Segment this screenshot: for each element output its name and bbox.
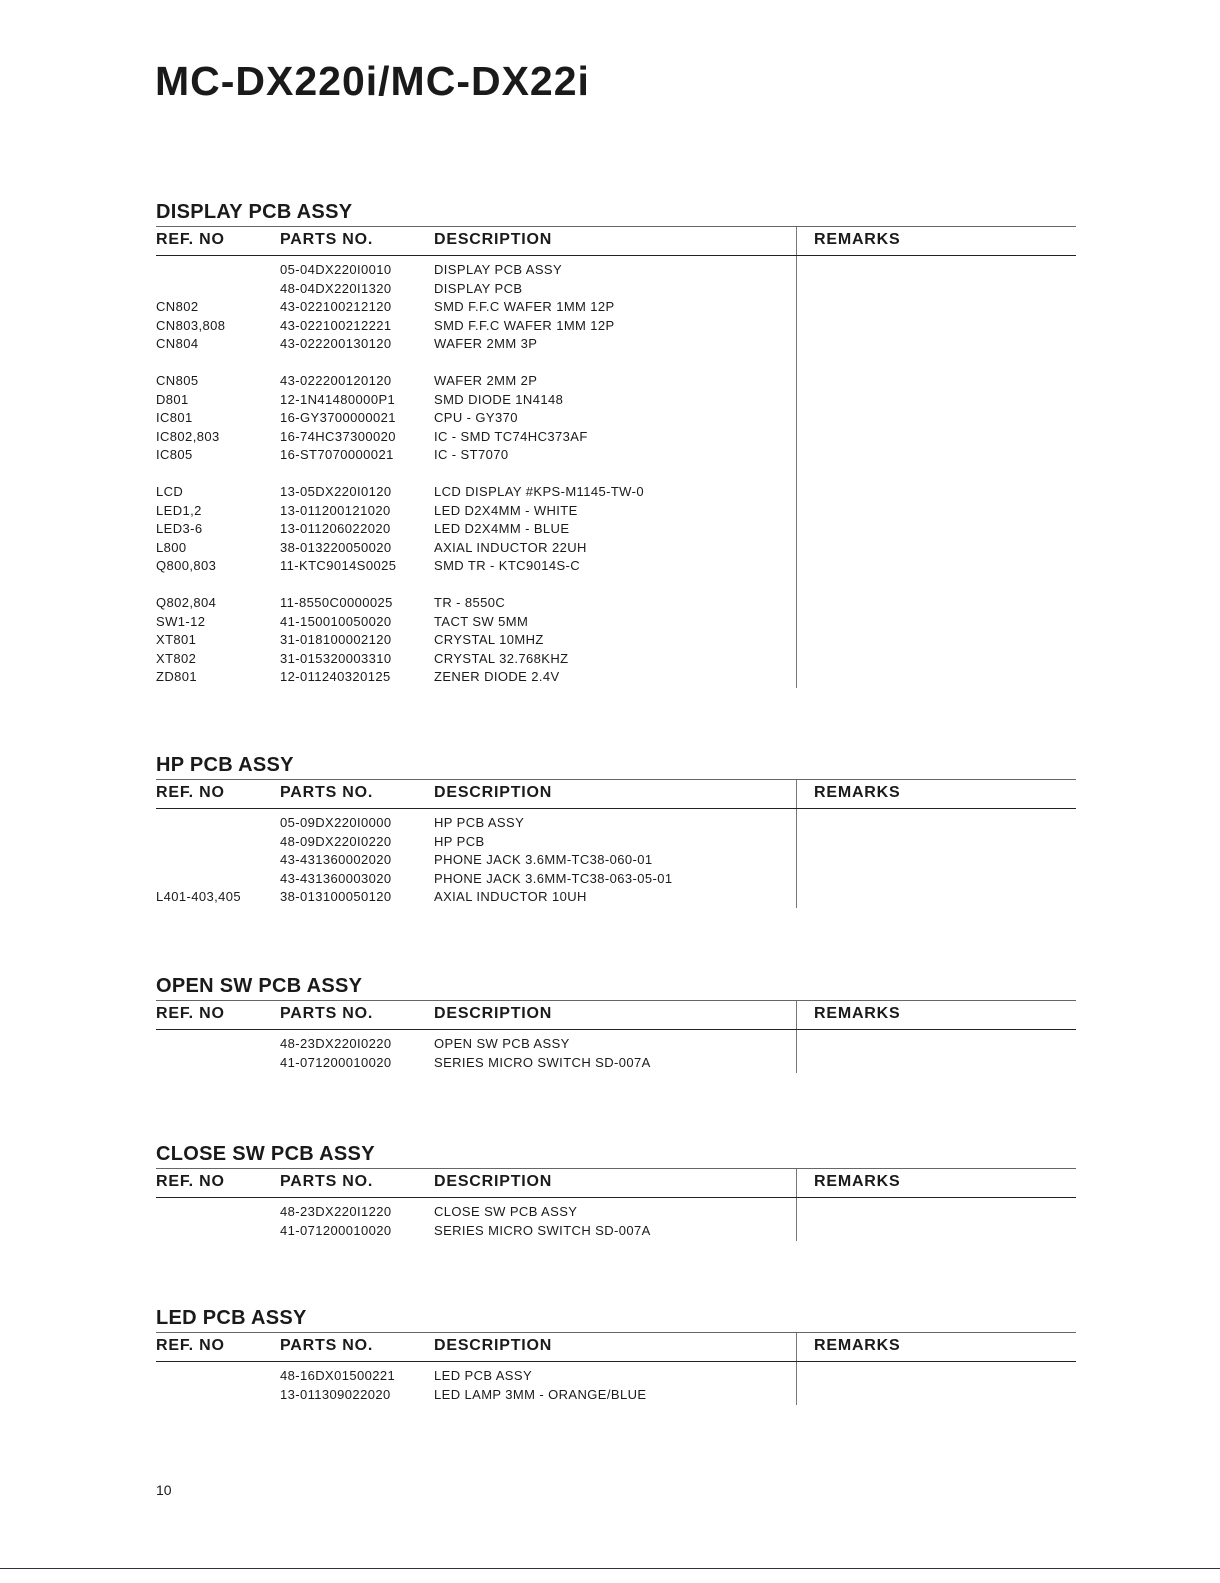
parts-no-cell: 31-015320003310 (280, 650, 392, 666)
parts-no-cell: 31-018100002120 (280, 632, 392, 648)
table-row (156, 651, 1076, 670)
ref-no-cell: SW1-12 (156, 613, 206, 629)
table-body (156, 256, 1076, 688)
page-title: MC-DX220i/MC-DX22i (155, 58, 590, 104)
parts-no-cell: 48-16DX01500221 (280, 1368, 396, 1383)
ref-no-cell: Q802,804 (156, 594, 217, 610)
parts-no-cell: 11-8550C0000025 (280, 594, 393, 610)
description-cell: DISPLAY PCB (434, 280, 523, 296)
table-row (156, 336, 1076, 355)
description-header: DESCRIPTION (434, 1005, 553, 1022)
description-cell: LED D2X4MM - BLUE (434, 521, 570, 537)
parts-no-cell: 41-150010050020 (280, 613, 392, 629)
table-header (156, 779, 1076, 809)
bottom-rule (0, 1568, 1220, 1569)
section-title: LED PCB ASSY (156, 1307, 307, 1329)
parts-section (156, 974, 1076, 1073)
table-row (156, 318, 1076, 337)
description-cell: SERIES MICRO SWITCH SD-007A (434, 1054, 651, 1070)
table-body (156, 1362, 1076, 1405)
parts-no-cell: 13-011206022020 (280, 521, 391, 537)
description-cell: LED D2X4MM - WHITE (434, 502, 578, 518)
remarks-header: REMARKS (814, 1005, 901, 1022)
description-cell: PHONE JACK 3.6MM-TC38-060-01 (434, 852, 653, 868)
description-cell: SMD DIODE 1N4148 (434, 391, 564, 407)
parts-no-cell: 13-011309022020 (280, 1386, 391, 1402)
ref-no-header: REF. NO (156, 1173, 225, 1190)
remarks-header: REMARKS (814, 1337, 901, 1354)
table-row (156, 447, 1076, 466)
table-row (156, 852, 1076, 871)
description-cell: AXIAL INDUCTOR 22UH (434, 539, 587, 555)
table-row (156, 1055, 1076, 1074)
ref-no-cell: ZD801 (156, 669, 198, 685)
parts-section (156, 200, 1076, 688)
ref-no-cell: Q800,803 (156, 558, 217, 574)
ref-no-cell: IC805 (156, 447, 193, 463)
column-divider (796, 780, 797, 808)
parts-no-cell: 38-013220050020 (280, 539, 392, 555)
description-header: DESCRIPTION (434, 784, 553, 801)
section-title: HP PCB ASSY (156, 754, 294, 776)
ref-no-cell: CN803,808 (156, 317, 226, 333)
ref-no-cell: LED3-6 (156, 521, 203, 537)
table-row (156, 614, 1076, 633)
parts-no-cell: 48-04DX220I1320 (280, 280, 392, 296)
table-row (156, 871, 1076, 890)
description-cell: DISPLAY PCB ASSY (434, 262, 563, 277)
ref-no-cell: CN802 (156, 299, 199, 315)
description-cell: SERIES MICRO SWITCH SD-007A (434, 1222, 651, 1238)
table-header (156, 1000, 1076, 1030)
description-cell: WAFER 2MM 3P (434, 336, 538, 352)
ref-no-cell: L800 (156, 539, 187, 555)
parts-section (156, 1142, 1076, 1241)
description-cell: WAFER 2MM 2P (434, 372, 538, 388)
table-row (156, 1368, 1076, 1387)
remarks-header: REMARKS (814, 231, 901, 248)
table-row (156, 632, 1076, 651)
description-cell: HP PCB (434, 833, 485, 849)
description-cell: CRYSTAL 10MHZ (434, 632, 544, 648)
description-cell: PHONE JACK 3.6MM-TC38-063-05-01 (434, 870, 673, 886)
table-row (156, 429, 1076, 448)
ref-no-cell: XT801 (156, 632, 197, 648)
description-header: DESCRIPTION (434, 1173, 553, 1190)
parts-no-cell: 13-011200121020 (280, 502, 391, 518)
description-cell: AXIAL INDUCTOR 10UH (434, 889, 587, 905)
table-body (156, 809, 1076, 908)
description-cell: HP PCB ASSY (434, 815, 525, 830)
description-cell: LED LAMP 3MM - ORANGE/BLUE (434, 1386, 647, 1402)
description-cell: ZENER DIODE 2.4V (434, 669, 560, 685)
description-cell: SMD F.F.C WAFER 1MM 12P (434, 299, 615, 315)
table-row (156, 484, 1076, 503)
table-row (156, 1204, 1076, 1223)
parts-no-cell: 43-431360002020 (280, 852, 392, 868)
column-divider (796, 1001, 797, 1029)
description-cell: CRYSTAL 32.768KHZ (434, 650, 569, 666)
parts-no-header: PARTS NO. (280, 1005, 374, 1022)
parts-no-cell: 16-ST7070000021 (280, 447, 394, 463)
section-title: DISPLAY PCB ASSY (156, 201, 353, 223)
table-body (156, 1030, 1076, 1073)
ref-no-cell: D801 (156, 391, 189, 407)
parts-no-cell: 05-04DX220I0010 (280, 262, 392, 277)
table-row (156, 299, 1076, 318)
description-cell: IC - ST7070 (434, 447, 509, 463)
table-row (156, 1036, 1076, 1055)
ref-no-cell: XT802 (156, 650, 197, 666)
parts-no-cell: 43-431360003020 (280, 870, 392, 886)
parts-no-cell: 43-022200130120 (280, 336, 392, 352)
remarks-header: REMARKS (814, 1173, 901, 1190)
parts-no-cell: 48-23DX220I0220 (280, 1036, 392, 1051)
parts-no-header: PARTS NO. (280, 784, 374, 801)
description-cell: LED PCB ASSY (434, 1368, 533, 1383)
table-header (156, 1332, 1076, 1362)
parts-no-cell: 38-013100050120 (280, 889, 392, 905)
parts-section (156, 1306, 1076, 1405)
table-row (156, 373, 1076, 392)
column-divider (796, 1169, 797, 1197)
parts-no-header: PARTS NO. (280, 1337, 374, 1354)
table-header (156, 226, 1076, 256)
ref-no-cell: IC801 (156, 410, 193, 426)
table-row (156, 540, 1076, 559)
table-row (156, 815, 1076, 834)
description-header: DESCRIPTION (434, 1337, 553, 1354)
table-body (156, 1198, 1076, 1241)
parts-no-cell: 16-74HC37300020 (280, 428, 396, 444)
table-row (156, 669, 1076, 688)
table-row (156, 1223, 1076, 1242)
section-title: CLOSE SW PCB ASSY (156, 1143, 375, 1165)
table-row (156, 281, 1076, 300)
parts-no-cell: 41-071200010020 (280, 1054, 392, 1070)
parts-no-cell: 11-KTC9014S0025 (280, 558, 397, 574)
parts-no-cell: 48-09DX220I0220 (280, 833, 392, 849)
description-cell: SMD F.F.C WAFER 1MM 12P (434, 317, 615, 333)
page-number: 10 (156, 1482, 172, 1498)
parts-no-cell: 12-1N41480000P1 (280, 391, 396, 407)
parts-no-cell: 43-022100212221 (280, 317, 392, 333)
ref-no-cell: LED1,2 (156, 502, 202, 518)
parts-no-cell: 16-GY3700000021 (280, 410, 396, 426)
table-header (156, 1168, 1076, 1198)
description-cell: SMD TR - KTC9014S-C (434, 558, 581, 574)
remarks-header: REMARKS (814, 784, 901, 801)
description-cell: OPEN SW PCB ASSY (434, 1036, 570, 1051)
column-divider (796, 227, 797, 255)
parts-no-cell: 48-23DX220I1220 (280, 1204, 392, 1219)
parts-no-cell: 43-022100212120 (280, 299, 392, 315)
column-divider (796, 1333, 797, 1361)
parts-no-cell: 05-09DX220I0000 (280, 815, 392, 830)
ref-no-header: REF. NO (156, 1337, 225, 1354)
parts-section (156, 753, 1076, 908)
description-cell: TACT SW 5MM (434, 613, 529, 629)
description-cell: IC - SMD TC74HC373AF (434, 428, 588, 444)
table-row (156, 410, 1076, 429)
table-row (156, 503, 1076, 522)
table-row (156, 834, 1076, 853)
parts-no-cell: 12-011240320125 (280, 669, 391, 685)
ref-no-header: REF. NO (156, 784, 225, 801)
description-header: DESCRIPTION (434, 231, 553, 248)
description-cell: CLOSE SW PCB ASSY (434, 1204, 578, 1219)
ref-no-cell: CN805 (156, 372, 199, 388)
ref-no-header: REF. NO (156, 231, 225, 248)
table-row (156, 889, 1076, 908)
ref-no-header: REF. NO (156, 1005, 225, 1022)
parts-no-header: PARTS NO. (280, 231, 374, 248)
table-row (156, 521, 1076, 540)
ref-no-cell: CN804 (156, 336, 199, 352)
description-cell: CPU - GY370 (434, 410, 518, 426)
table-row (156, 1387, 1076, 1406)
parts-no-cell: 41-071200010020 (280, 1222, 392, 1238)
ref-no-cell: L401-403,405 (156, 889, 242, 905)
description-cell: TR - 8550C (434, 594, 506, 610)
description-cell: LCD DISPLAY #KPS-M1145-TW-0 (434, 483, 644, 499)
ref-no-cell: IC802,803 (156, 428, 220, 444)
table-row (156, 262, 1076, 281)
parts-no-header: PARTS NO. (280, 1173, 374, 1190)
table-row (156, 595, 1076, 614)
parts-no-cell: 43-022200120120 (280, 372, 392, 388)
table-row (156, 558, 1076, 577)
ref-no-cell: LCD (156, 483, 184, 499)
parts-no-cell: 13-05DX220I0120 (280, 483, 392, 499)
table-row (156, 392, 1076, 411)
section-title: OPEN SW PCB ASSY (156, 975, 363, 997)
